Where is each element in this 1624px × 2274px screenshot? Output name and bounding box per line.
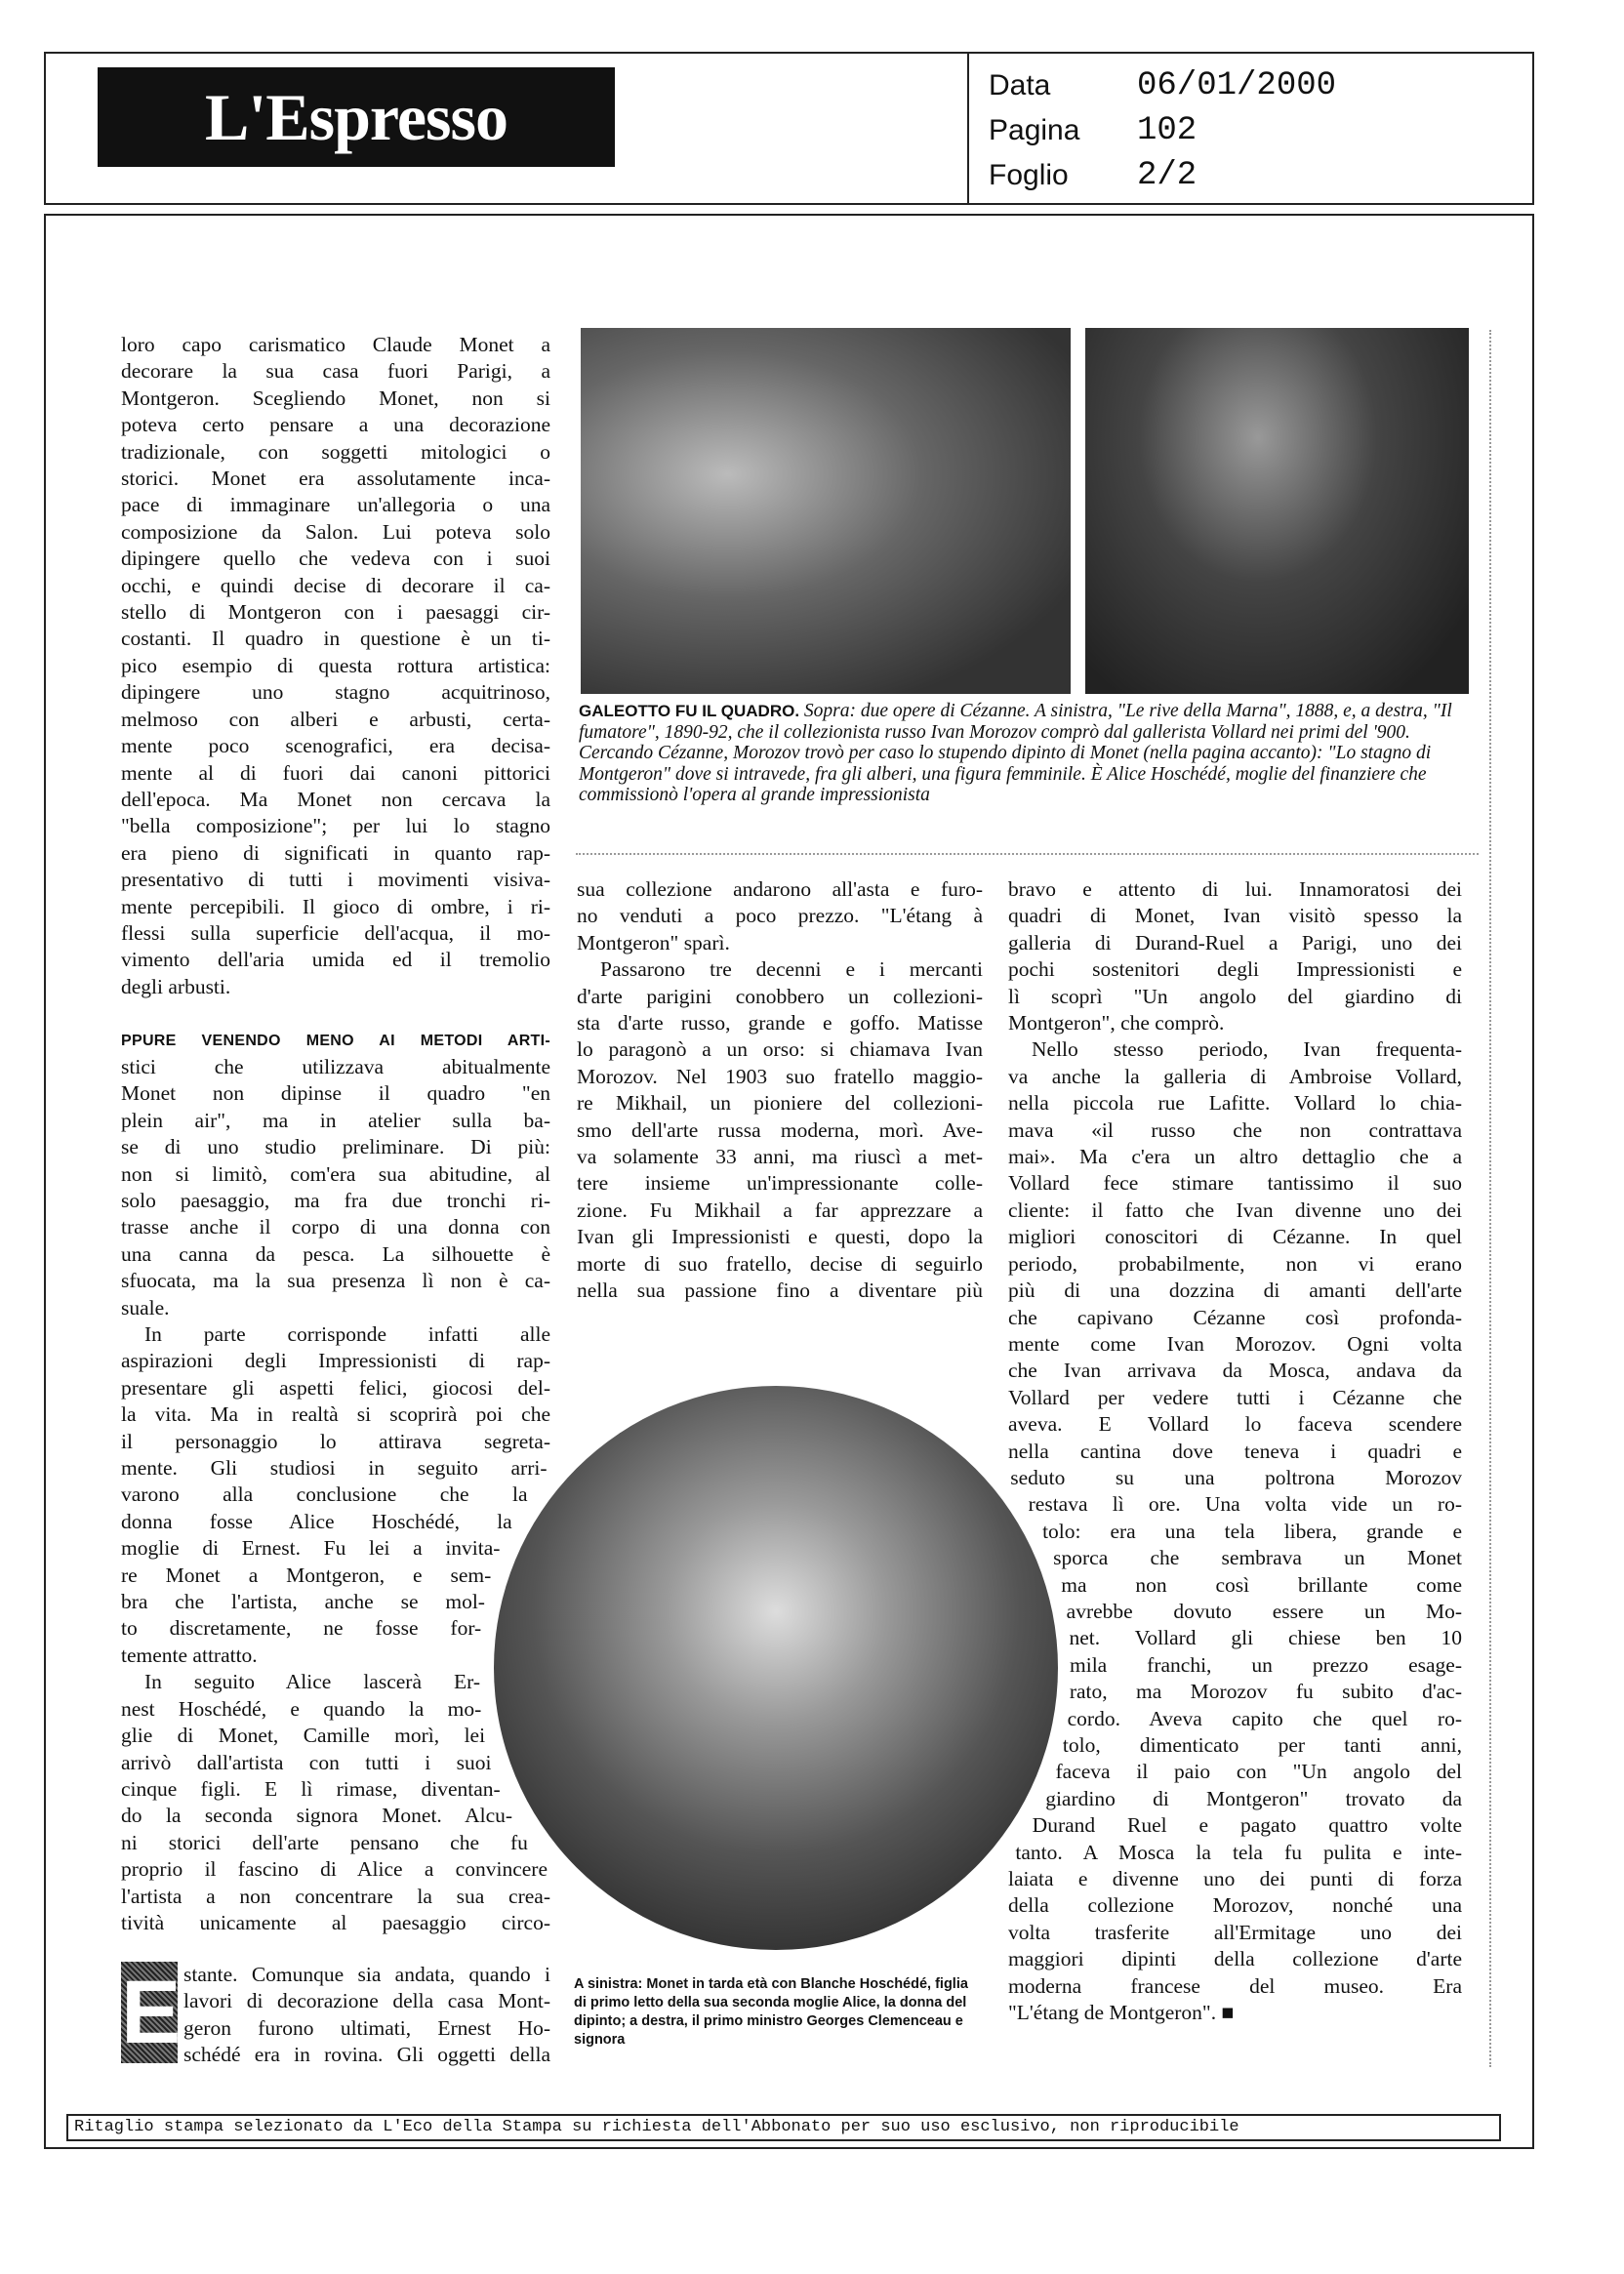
header-divider xyxy=(967,54,969,203)
text-line: il personaggio lo attirava segreta- xyxy=(121,1429,550,1453)
text-line: costanti. Il quadro in questione è un ti- xyxy=(121,627,550,651)
text-line: mente. Gli studiosi in seguito arri- xyxy=(121,1456,548,1481)
text-line: flessi sulla superficie dell'acqua, il mo- xyxy=(121,920,550,945)
text-line: decorare la sua casa fuori Parigi, a xyxy=(121,359,550,384)
text-line: che Ivan arrivava da Mosca, andava da xyxy=(1008,1359,1462,1383)
text-line: tanto. A Mosca la tela fu pulita e inte- xyxy=(1015,1840,1462,1864)
text-line: se di uno studio preliminare. Di più: xyxy=(121,1135,550,1159)
text-line: mente poco scenografici, era decisa- xyxy=(121,734,550,758)
caption-dotted-rule xyxy=(576,853,1479,855)
text-line: Durand Ruel e pagato quattro volte xyxy=(1032,1813,1462,1838)
text-line: periodo, probabilmente, non vi erano xyxy=(1008,1251,1462,1276)
text-line: ma non così brillante come xyxy=(1061,1572,1462,1597)
pagina-value: 102 xyxy=(1137,112,1198,149)
text-line: donna fosse Alice Hoschédé, la xyxy=(121,1509,512,1533)
text-line: faceva il paio con "Un angolo del xyxy=(1055,1760,1462,1784)
text-line: degli arbusti. xyxy=(121,974,231,998)
text-line: avrebbe dovuto essere un Mo- xyxy=(1066,1599,1462,1623)
text-line: dell'epoca. Ma Monet non cercava la xyxy=(121,787,550,811)
text-line: maggiori dipinti della collezione d'arte xyxy=(1008,1947,1462,1971)
article-column-1 xyxy=(121,332,550,2069)
data-value: 06/01/2000 xyxy=(1137,67,1337,104)
text-line: morte di suo fratello, decise di seguirlo xyxy=(577,1251,983,1276)
text-line: plein air", ma in atelier sulla ba- xyxy=(121,1108,550,1132)
text-line: era pieno di significati in quanto rap- xyxy=(121,840,550,865)
text-line: sua collezione andarono all'asta e furo- xyxy=(577,877,983,901)
text-line: aspirazioni degli Impressionisti di rap- xyxy=(121,1349,550,1373)
text-line: pico esempio di questa rottura artistica: xyxy=(121,653,550,677)
text-line: Montgeron" sparì. xyxy=(577,930,730,954)
text-line: proprio il fascino di Alice a convincere xyxy=(121,1857,548,1882)
text-line: della collezione Morozov, nonché una xyxy=(1008,1893,1462,1918)
text-line: presentare gli aspetti felici, giocosi del- xyxy=(121,1375,550,1400)
text-line: Vollard fece stimare tantissimo il suo xyxy=(1008,1171,1462,1196)
text-line: In seguito Alice lascerà Er- xyxy=(144,1670,480,1694)
text-line: occhi, e quindi decise di decorare il ca- xyxy=(121,573,550,597)
foglio-value: 2/2 xyxy=(1137,157,1198,194)
text-line: lì scoprì "Un angolo del giardino di xyxy=(1008,984,1462,1008)
text-line: re Mikhail, un pioniere del collezioni- xyxy=(577,1091,983,1116)
text-line: no venduti a poco prezzo. "L'étang à xyxy=(577,904,983,928)
text-line: una canna da pesca. La silhouette è xyxy=(121,1241,550,1266)
text-line: suale. xyxy=(121,1295,170,1320)
lespresso-logo: L'Espresso xyxy=(98,67,615,167)
text-line: lavori di decorazione della casa Mont- xyxy=(183,1989,550,2013)
smallcaps-lead: PPURE VENENDO MENO AI METODI ARTI- xyxy=(121,1032,550,1049)
article-column-3 xyxy=(1008,876,1462,2026)
text-line: cliente: il fatto che Ivan divenne uno dei xyxy=(1008,1198,1462,1222)
text-line: "L'étang de Montgeron". ■ xyxy=(1008,2001,1235,2025)
text-line: temente attratto. xyxy=(121,1643,258,1667)
clipping-footer-notice: Ritaglio stampa selezionato da L'Eco della Stampa su richiesta dell'Abbonato per suo uso esclusivo, non riproducibile xyxy=(66,2114,1501,2141)
text-line: Ivan gli Impressionisti e questi, dopo la xyxy=(577,1225,983,1249)
article-column-2 xyxy=(577,876,983,1305)
text-line: ni storici dell'arte pensano che fu xyxy=(121,1830,528,1854)
text-line: tere insieme un'impressionante colle- xyxy=(577,1171,983,1196)
text-line: seduto su una poltrona Morozov xyxy=(1010,1465,1462,1489)
masthead-header xyxy=(44,52,1534,205)
text-line: va anche la galleria di Ambroise Vollard, xyxy=(1008,1064,1462,1088)
text-line: giardino di Montgeron" trovato da xyxy=(1045,1786,1462,1810)
data-label: Data xyxy=(989,69,1051,102)
text-line: "bella composizione"; per lui lo stagno xyxy=(121,814,550,838)
text-line: mava «il russo che non contrattava xyxy=(1008,1117,1462,1142)
text-line: Vollard per vedere tutti i Cézanne che xyxy=(1008,1385,1462,1409)
text-line: re Monet a Montgeron, e sem- xyxy=(121,1563,492,1587)
text-line: stici che utilizzava abitualmente xyxy=(121,1054,550,1078)
text-line: stante. Comunque sia andata, quando i xyxy=(183,1963,550,1986)
text-line: trasse anche il corpo di una donna con xyxy=(121,1215,550,1239)
text-line: In parte corrisponde infatti alle xyxy=(144,1322,550,1347)
text-line: Morozov. Nel 1903 suo fratello maggio- xyxy=(577,1064,983,1088)
text-line: vimento dell'aria umida ed il tremolio xyxy=(121,948,550,972)
text-line: zione. Fu Mikhail a far apprezzare a xyxy=(577,1198,983,1222)
text-line: tolo: era una tela libera, grande e xyxy=(1042,1519,1462,1543)
text-line: nella piccola rue Lafitte. Vollard lo chia- xyxy=(1008,1091,1462,1116)
text-line: nella sua passione fino a diventare più xyxy=(577,1279,983,1303)
text-line: restava lì ore. Una volta vide un ro- xyxy=(1028,1492,1462,1517)
text-line: nella cantina dove teneva i quadri e xyxy=(1008,1439,1462,1463)
foglio-label: Foglio xyxy=(989,159,1069,191)
text-line: lo paragonò a un orso: si chiamava Ivan xyxy=(577,1037,983,1062)
text-line: rato, ma Morozov fu subito d'ac- xyxy=(1069,1680,1462,1704)
text-line: mila franchi, un prezzo esage- xyxy=(1070,1652,1462,1677)
text-line: migliori conoscitori di Cézanne. In quel xyxy=(1008,1225,1462,1249)
text-line: melmoso con alberi e arbusti, certa- xyxy=(121,707,550,731)
text-line: mente al di fuori dai canoni pittorici xyxy=(121,760,550,785)
top-photo-caption xyxy=(579,701,1462,806)
text-line: Monet non dipinse il quadro "en xyxy=(121,1081,550,1106)
text-line: la vita. Ma in realtà si scoprirà poi che xyxy=(121,1402,550,1427)
text-line: poteva certo pensare a una decorazione xyxy=(121,413,550,437)
text-line: solo paesaggio, ma fra due tronchi ri- xyxy=(121,1188,550,1212)
text-line: mente percepibili. Il gioco di ombre, i ri- xyxy=(121,894,550,918)
photo-il-fumatore xyxy=(1085,328,1469,694)
text-line: do la seconda signora Monet. Alcu- xyxy=(121,1804,513,1828)
text-line: cinque figli. E lì rimase, diventan- xyxy=(121,1776,501,1801)
text-line: mai». Ma c'era un altro dettaglio che a xyxy=(1008,1145,1462,1169)
text-line: l'artista a non concentrare la sua crea- xyxy=(121,1884,550,1908)
text-line: tradizionale, con soggetti mitologici o xyxy=(121,439,550,464)
circular-photo-monet-clemenceau xyxy=(494,1386,1058,1950)
text-line: tolo, dimenticato per tanti anni, xyxy=(1062,1733,1462,1757)
text-line: tività unicamente al paesaggio circo- xyxy=(121,1910,550,1934)
text-line: d'arte parigini conobbero un collezioni- xyxy=(577,984,983,1008)
text-line: smo dell'arte russa moderna, morì. Ave- xyxy=(577,1117,983,1142)
text-line: sta d'arte russo, grande e goffo. Matisse xyxy=(577,1011,983,1035)
text-line: glie di Monet, Camille morì, lei xyxy=(121,1724,486,1748)
text-line: presentativo di tutti i movimenti visiva- xyxy=(121,868,550,892)
text-line: va solamente 33 anni, ma riuscì a met- xyxy=(577,1145,983,1169)
text-line: Passarono tre decenni e i mercanti xyxy=(600,957,983,982)
text-line: dipingere uno stagno acquitrinoso, xyxy=(121,680,550,705)
text-line: net. Vollard gli chiese ben 10 xyxy=(1069,1626,1462,1650)
text-line: che capivano Cézanne così profonda- xyxy=(1008,1305,1462,1329)
pagina-label: Pagina xyxy=(989,114,1080,146)
text-line: laiata e divenne uno dei punti di forza xyxy=(1008,1867,1462,1891)
circle-photo-caption: A sinistra: Monet in tarda età con Blanche Hoschédé, figlia di primo letto della sua seconda moglie Alice, la donna del dipinto; a destra, il primo ministro Georges Clemenceau e signora xyxy=(574,1976,968,2048)
text-line: Nello stesso periodo, Ivan frequenta- xyxy=(1032,1037,1462,1062)
text-line: aveva. E Vollard lo faceva scendere xyxy=(1008,1412,1462,1437)
dotted-margin-rule xyxy=(1489,330,1491,2067)
text-line: galleria di Durand-Ruel a Parigi, uno dei xyxy=(1008,930,1462,954)
text-line: Montgeron", che comprò. xyxy=(1008,1011,1225,1035)
text-line: non si limitò, com'era sua abitudine, al xyxy=(121,1161,550,1186)
text-line: cordo. Aveva capito che quel ro- xyxy=(1067,1706,1462,1730)
text-line: mente come Ivan Morozov. Ogni volta xyxy=(1008,1331,1462,1356)
text-line: sporca che sembrava un Monet xyxy=(1053,1546,1462,1570)
text-line: moglie di Ernest. Fu lei a invita- xyxy=(121,1536,501,1561)
text-line: geron furono ultimati, Ernest Ho- xyxy=(183,2015,550,2040)
caption-title: GALEOTTO FU IL QUADRO. xyxy=(579,702,800,720)
caption-text: Sopra: due opere di Cézanne. A sinistra, "Le rive della Marna", 1888, e, a destra, "Il fumatore", 1890-92, che il collezionista russo Ivan Morozov comprò dal gallerista Vollard nei primi del '900. Cercando Cézanne, Morozov trovò per caso lo stupendo dipinto di Monet (nella pagina accanto): "Lo stagno di Montgeron" dove si intravede, fra gli alberi, una figura femminile. È Alice Hoschédé, moglie del finanziere che commissionò l'opera al grande impressionista xyxy=(579,701,1452,805)
clipping-metadata xyxy=(989,63,1336,198)
text-line: varono alla conclusione che la xyxy=(121,1482,528,1507)
text-line: volta trasferite all'Ermitage uno dei xyxy=(1008,1920,1462,1944)
dropcap-letter: E xyxy=(121,1963,182,2062)
text-line: quadri di Monet, Ivan visitò spesso la xyxy=(1008,904,1462,928)
text-line: bravo e attento di lui. Innamoratosi dei xyxy=(1008,877,1462,901)
text-line: composizione da Salon. Lui poteva solo xyxy=(121,519,550,544)
text-line: sfuocata, ma la sua presenza lì non è ca- xyxy=(121,1269,550,1293)
text-line: pochi sostenitori degli Impressionisti e xyxy=(1008,957,1462,982)
text-line: bra che l'artista, anche se mol- xyxy=(121,1590,485,1614)
photo-le-rive-della-marna xyxy=(581,328,1071,694)
text-line: schédé era in rovina. Gli oggetti della xyxy=(183,2043,550,2067)
text-line: moderna francese del museo. Era xyxy=(1008,1973,1462,1998)
text-line: più di una dozzina di amanti dell'arte xyxy=(1008,1279,1462,1303)
text-line: to discretamente, ne fosse for- xyxy=(121,1616,482,1641)
text-line: arrivò dall'artista con tutti i suoi xyxy=(121,1750,492,1774)
text-line: pace di immaginare un'allegoria o una xyxy=(121,493,550,517)
text-line: Montgeron. Scegliendo Monet, non si xyxy=(121,386,550,410)
text-line: stello di Montgeron con i paesaggi cir- xyxy=(121,600,550,625)
text-line: nest Hoschédé, e quando la mo- xyxy=(121,1696,482,1721)
text-line: storici. Monet era assolutamente inca- xyxy=(121,467,550,491)
text-line: dipingere quello che vedeva con i suoi xyxy=(121,547,550,571)
text-line: loro capo carismatico Claude Monet a xyxy=(121,333,550,356)
